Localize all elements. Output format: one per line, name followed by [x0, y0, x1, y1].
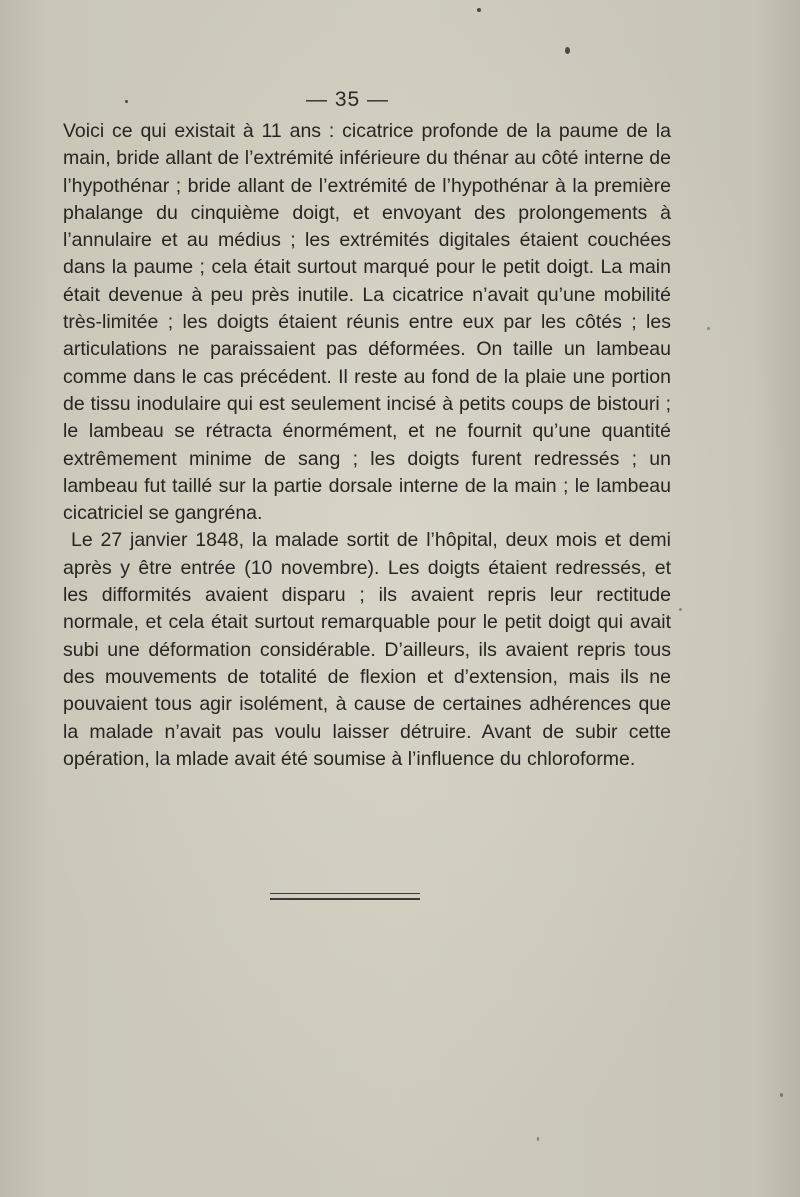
body-text [63, 118, 671, 773]
end-rule-top [270, 893, 420, 894]
page-number: — 35 — [305, 88, 390, 111]
paper-speck [679, 608, 682, 611]
paper-speck [707, 327, 710, 330]
paper-speck [477, 8, 481, 12]
paper-speck [537, 1137, 539, 1141]
paragraph-2: Le 27 janvier 1848, la malade sortit de l’hôpital, deux mois et demi après y être entrée (10 novembre). Les doigts étaient redressés, et les difformités avaient disparu ; ils avaient repris leur rectitude normale, et cela était surtout remarquable pour le petit doigt qui avait subi une déformation considérable. D’ailleurs, ils avaient repris tous des mouvements de totalité de flexion et d’extension, mais ils ne pouvaient tous agir isolément, à cause de certaines adhérences que la malade n’avait pas voulu laisser détruire. Avant de subir cette opération, la mlade avait été soumise à l’influence du chloroforme. [63, 529, 671, 770]
paper-speck [125, 100, 128, 103]
paragraph-1: Voici ce qui existait à 11 ans : cicatrice profonde de la paume de la main, bride allant de l’extrémité inférieure du thénar au côté interne de l’hypothénar ; bride allant de l’extrémité de l’hypothénar à la première phalange du cinquième doigt, et envoyant des prolongements à l’annulaire et au médius ; les extrémités digitales étaient couchées dans la paume ; cela était surtout marqué pour le petit doigt. La main était devenue à peu près inutile. La cicatrice n’avait qu’une mobilité très-limitée ; les doigts étaient réunis entre eux par les côtés ; les articulations ne paraissaient pas déformées. On taille un lambeau comme dans le cas précédent. Il reste au fond de la plaie une portion de tissu inodulaire qui est seulement incisé à petits coups de bistouri ; le lambeau se rétracta énormément, et ne fournit qu’une quantité extrêmement minime de sang ; les doigts furent redressés ; un lambeau fut taillé sur la partie dorsale interne de la main ; le lambeau cicatriciel se gangréna. [63, 120, 671, 525]
end-rule-bottom [270, 898, 420, 900]
paper-speck [780, 1093, 783, 1097]
paper-speck [565, 47, 570, 54]
